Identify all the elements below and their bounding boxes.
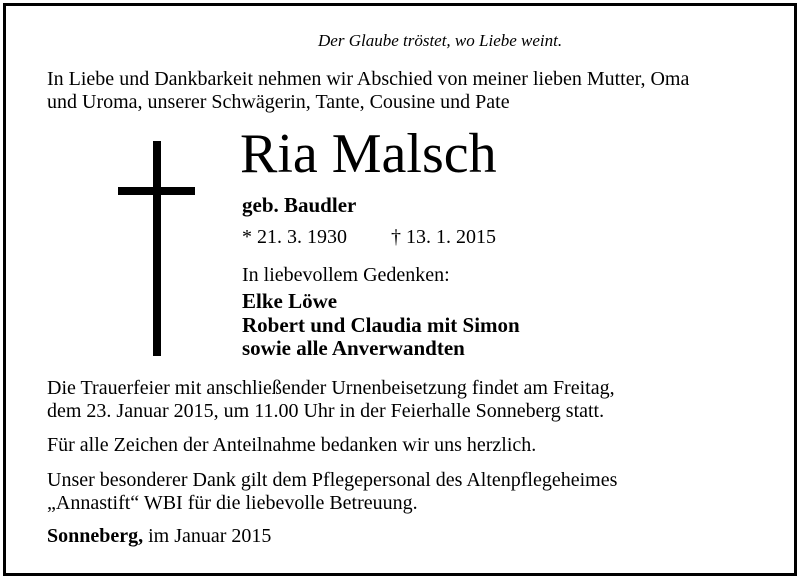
- birth-date: * 21. 3. 1930: [242, 226, 347, 248]
- service-line-1: Die Trauerfeier mit anschließender Urnenbeisetzung findet am Freitag,: [47, 377, 615, 399]
- service-info: [47, 377, 615, 423]
- intro-line-1: In Liebe und Dankbarkeit nehmen wir Abschied von meiner lieben Mutter, Oma: [47, 68, 690, 90]
- mourner-name: Robert und Claudia mit Simon: [242, 312, 520, 337]
- intro-text: [47, 68, 689, 114]
- cross-horizontal-bar: [118, 187, 195, 195]
- motto: Der Glaube tröstet, wo Liebe weint.: [318, 31, 563, 50]
- service-line-2: dem 23. Januar 2015, um 11.00 Uhr in der Feierhalle Sonneberg statt.: [47, 400, 605, 422]
- mourner-name: sowie alle Anverwandten: [242, 336, 465, 360]
- special-thanks: [47, 469, 617, 515]
- mourner-name: Elke Löwe: [242, 289, 338, 313]
- special-thanks-line-1: Unser besonderer Dank gilt dem Pflegepersonal des Altenpflegeheimes: [47, 469, 618, 491]
- birth-name: geb. Baudler: [242, 193, 357, 217]
- life-dates: [242, 226, 496, 249]
- special-thanks-line-2: „Annastift“ WBI für die liebevolle Betreuung.: [47, 492, 418, 514]
- intro-line-2: und Uroma, unserer Schwägerin, Tante, Cousine und Pate: [47, 91, 510, 113]
- footer-date: im Januar 2015: [148, 525, 272, 547]
- memory-label: In liebevollem Gedenken:: [242, 264, 450, 286]
- mourners-list: [242, 290, 520, 361]
- deceased-name: Ria Malsch: [240, 123, 497, 185]
- thanks-text: Für alle Zeichen der Anteilnahme bedanken wir uns herzlich.: [47, 434, 537, 456]
- death-date: † 13. 1. 2015: [391, 226, 496, 248]
- footer: [47, 525, 271, 548]
- footer-place: Sonneberg,: [47, 525, 144, 547]
- cross-vertical-bar: [153, 141, 161, 356]
